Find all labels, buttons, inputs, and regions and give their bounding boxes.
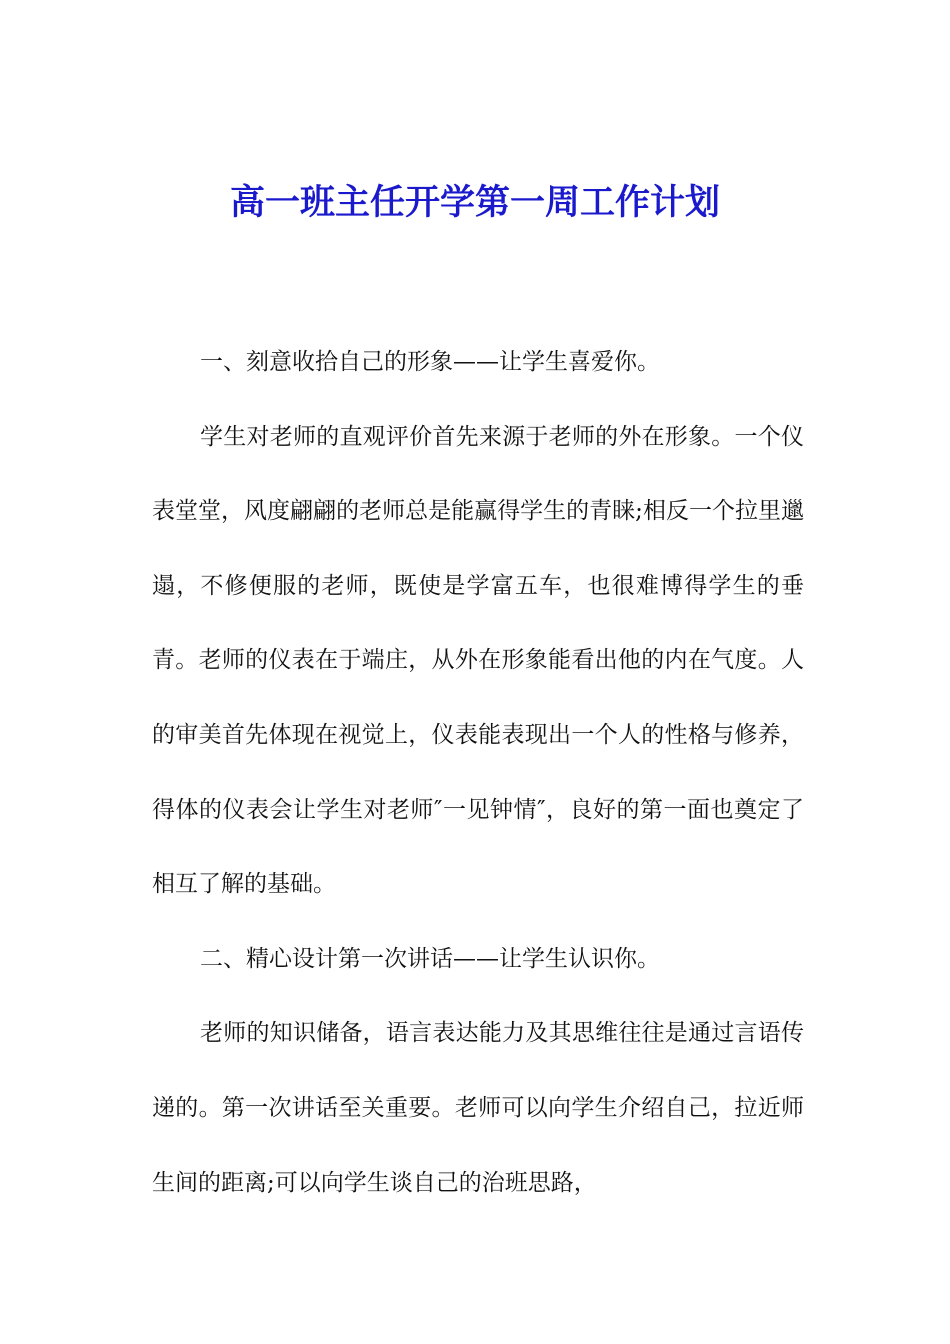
document-body xyxy=(152,325,804,1220)
body-paragraph-1: 学生对老师的直观评价首先来源于老师的外在形象。一个仪表堂堂，风度翩翩的老师总是能赢得学生的青睐;相反一个拉里邋遢，不修便服的老师，既使是学富五车，也很难博得学生的垂青。老师的仪表在于端庄，从外在形象能看出他的内在气度。人的审美首先体现在视觉上，仪表能表现出一个人的性格与修养，得体的仪表会让学生对老师″一见钟情″，良好的第一面也奠定了相互了解的基础。 xyxy=(152,423,804,898)
section-heading-2: 二、精心设计第一次讲话——让学生认识你。 xyxy=(200,945,660,972)
section-heading-1: 一、刻意收拾自己的形象——让学生喜爱你。 xyxy=(200,349,660,375)
document-title: 高一班主任开学第一周工作计划 xyxy=(229,182,720,223)
body-paragraph-2: 老师的知识储备，语言表达能力及其思维往往是通过言语传递的。第一次讲话至关重要。老师可以向学生介绍自己，拉近师生间的距离;可以向学生谈自己的治班思路， xyxy=(152,1020,804,1196)
